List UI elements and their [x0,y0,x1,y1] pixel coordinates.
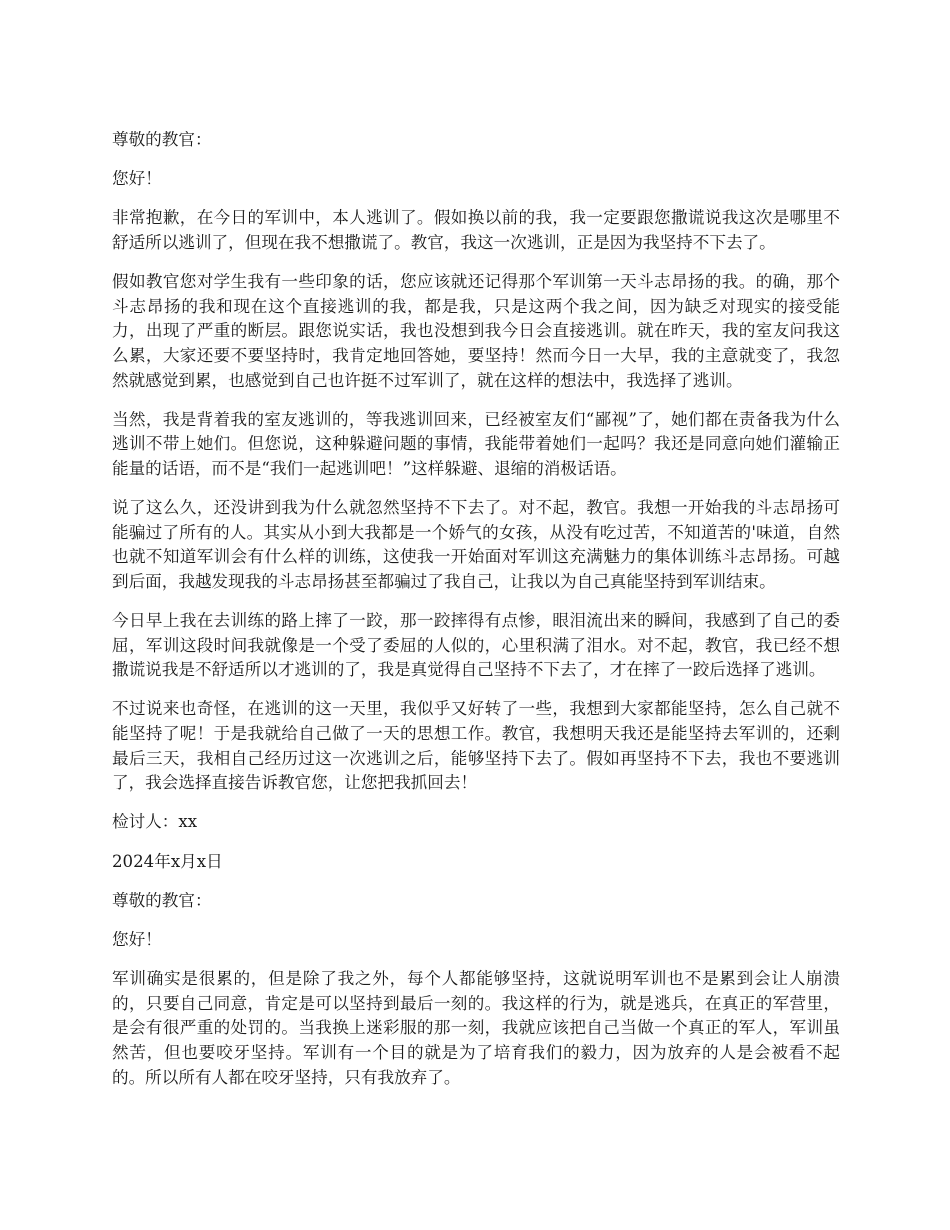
document-page [112,128,840,1105]
letter1-greeting: 您好！ [112,169,162,189]
letter1-paragraph-6: 不过说来也奇怪，在逃训的这一天里，我似乎又好转了一些，我想到大家都能坚持，怎么自己就不能坚持了呢！于是我就给自己做了一天的思想工作。教官，我想明天我还是能坚持去军训的，还剩最后三天，我相自己经历过这一次逃训之后，能够坚持下去了。假如再坚持不下去，我也不要逃训了，我会选择直接告诉教官您，让您把我抓回去！ [112,699,840,793]
letter1-paragraph-5: 今日早上我在去训练的路上摔了一跤，那一跤摔得有点惨，眼泪流出来的瞬间，我感到了自己的委屈，军训这段时间我就像是一个受了委屈的人似的，心里积满了泪水。对不起，教官，我已经不想撒谎说我是不舒适所以才逃训的了，我是真觉得自己坚持不下去了，才在摔了一跤后选择了逃训。 [112,611,840,680]
letter2-greeting: 您好！ [112,929,162,949]
letter2-paragraph-1: 军训确实是很累的，但是除了我之外，每个人都能够坚持，这就说明军训也不是累到会让人崩溃的，只要自己同意，肯定是可以坚持到最后一刻的。我这样的行为，就是逃兵，在真正的军营里，是会有很严重的处罚的。当我换上迷彩服的那一刻，我就应该把自己当做一个真正的军人，军训虽然苦，但也要咬牙坚持。军训有一个目的就是为了培育我们的毅力，因为放弃的人是会被看不起的。所以所有人都在咬牙坚持，只有我放弃了。 [112,969,840,1087]
letter1-salutation: 尊敬的教官： [112,130,212,149]
letter1-paragraph-4: 说了这么久，还没讲到我为什么就忽然坚持不下去了。对不起，教官。我想一开始我的斗志昂扬可能骗过了所有的人。其实从小到大我都是一个娇气的女孩，从没有吃过苦，不知道苦的'味道，自然也就不知道军训会有什么样的训练，这使我一开始面对军训这充满魅力的集体训练斗志昂扬。可越到后面，我越发现我的斗志昂扬甚至都骗过了我自己，让我以为自己真能坚持到军训结束。 [112,498,840,591]
letter1-signature: 检讨人：xx [112,812,198,832]
letter2-salutation: 尊敬的教官： [112,890,212,910]
letter1-date: 2024年x月x日 [112,851,223,871]
letter1-paragraph-3: 当然，我是背着我的室友逃训的，等我逃训回来，已经被室友们“鄙视”了，她们都在责备我为什么逃训不带上她们。但您说，这种躲避问题的事情，我能带着她们一起吗？我还是同意向她们灌输正能量的话语，而不是“我们一起逃训吧！”这样躲避、退缩的消极话语。 [112,409,840,478]
letter1-paragraph-2: 假如教官您对学生我有一些印象的话，您应该就还记得那个军训第一天斗志昂扬的我。的确，那个斗志昂扬的我和现在这个直接逃训的我，都是我，只是这两个我之间，因为缺乏对现实的接受能力，出现了严重的断层。跟您说实话，我也没想到我今日会直接逃训。就在昨天，我的室友问我这么累，大家还要不要坚持时，我肯定地回答她，要坚持！然而今日一大早，我的主意就变了，我忽然就感觉到累，也感觉到自己也许挺不过军训了，就在这样的想法中，我选择了逃训。 [112,272,840,390]
letter1-paragraph-1: 非常抱歉，在今日的军训中，本人逃训了。假如换以前的我，我一定要跟您撒谎说我这次是哪里不舒适所以逃训了，但现在我不想撒谎了。教官，我这一次逃训，正是因为我坚持不下去了。 [112,208,840,252]
